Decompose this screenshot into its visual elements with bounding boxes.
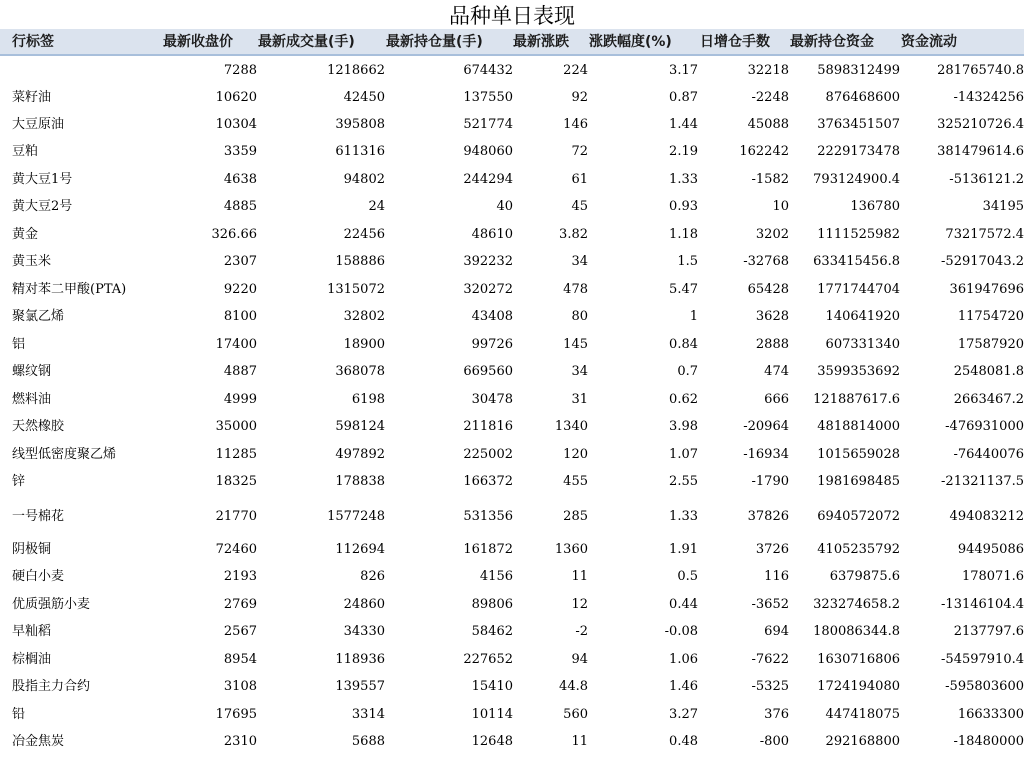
cell-change-pct: 1.33 [669, 172, 698, 187]
cell-oi-capital: 292168800 [825, 734, 900, 749]
cell-daily-oi-change: 65428 [747, 282, 789, 297]
cell-product: 黄大豆2号 [12, 199, 73, 214]
cell-close-price: 4887 [223, 364, 257, 379]
cell-product: 股指主力合约 [12, 679, 91, 694]
cell-capital-flow: 94495086 [957, 542, 1024, 557]
cell-oi-capital: 323274658.2 [813, 597, 900, 612]
table-row [0, 248, 1024, 275]
cell-oi-capital: 1724194080 [817, 679, 900, 694]
cell-product: 一号棉花 [12, 509, 65, 524]
cell-close-price: 2769 [223, 597, 257, 612]
cell-change-pct: 0.62 [669, 392, 698, 407]
table-row [0, 193, 1024, 220]
header-daily-oi-change: 日增仓手数 [700, 34, 770, 50]
cell-close-price: 18325 [215, 474, 257, 489]
cell-oi-capital: 793124900.4 [813, 172, 900, 187]
cell-product: 燃料油 [12, 392, 52, 407]
cell-daily-oi-change: 474 [764, 364, 789, 379]
cell-daily-oi-change: -5325 [751, 679, 789, 694]
cell-daily-oi-change: 3628 [755, 309, 789, 324]
cell-change-pct: 1 [689, 309, 698, 324]
cell-daily-oi-change: 45088 [747, 117, 789, 132]
cell-product: 优质强筋小麦 [12, 597, 91, 612]
cell-capital-flow: 73217572.4 [945, 227, 1024, 242]
cell-product: 豆粕 [12, 144, 39, 159]
cell-product: 冶金焦炭 [12, 734, 65, 749]
cell-change: 1340 [554, 419, 588, 434]
header-change: 最新涨跌 [513, 34, 569, 50]
cell-volume: 497892 [335, 447, 385, 462]
cell-oi-capital: 3599353692 [817, 364, 900, 379]
cell-product: 天然橡胶 [12, 419, 65, 434]
cell-product: 螺纹钢 [12, 364, 52, 379]
table-row [0, 57, 1024, 84]
cell-daily-oi-change: 10 [772, 199, 789, 214]
table-row [0, 413, 1024, 440]
cell-volume: 24 [368, 199, 385, 214]
cell-capital-flow: 17587920 [957, 337, 1024, 352]
cell-oi-capital: 6379875.6 [829, 569, 900, 584]
cell-oi-capital: 1981698485 [817, 474, 900, 489]
cell-change-pct: 2.19 [669, 144, 698, 159]
table-row [0, 358, 1024, 385]
cell-product: 黄玉米 [12, 254, 52, 269]
cell-change: 12 [571, 597, 588, 612]
cell-volume: 118936 [335, 652, 385, 667]
cell-change: 34 [571, 364, 588, 379]
table-row [0, 468, 1024, 495]
cell-change: 92 [571, 90, 588, 105]
table-row [0, 503, 1024, 530]
cell-product: 硬白小麦 [12, 569, 65, 584]
cell-volume: 1577248 [327, 509, 385, 524]
cell-close-price: 2310 [223, 734, 257, 749]
cell-change: 3.82 [559, 227, 588, 242]
cell-product: 大豆原油 [12, 117, 65, 132]
cell-open-interest: 244294 [463, 172, 513, 187]
cell-change-pct: 3.98 [669, 419, 698, 434]
cell-close-price: 4999 [223, 392, 257, 407]
cell-daily-oi-change: 116 [764, 569, 789, 584]
cell-close-price: 2307 [223, 254, 257, 269]
cell-capital-flow: 281765740.8 [937, 63, 1024, 78]
cell-oi-capital: 447418075 [825, 707, 900, 722]
cell-oi-capital: 2229173478 [817, 144, 900, 159]
cell-daily-oi-change: 376 [764, 707, 789, 722]
cell-close-price: 11285 [215, 447, 257, 462]
cell-daily-oi-change: -32768 [743, 254, 789, 269]
cell-change: 478 [563, 282, 588, 297]
cell-change-pct: 0.5 [677, 569, 698, 584]
cell-capital-flow: 494083212 [949, 509, 1024, 524]
cell-product: 黄金 [12, 227, 39, 242]
cell-volume: 395808 [335, 117, 385, 132]
cell-change: 224 [563, 63, 588, 78]
cell-close-price: 3359 [223, 144, 257, 159]
cell-open-interest: 211816 [463, 419, 513, 434]
cell-change-pct: 5.47 [669, 282, 698, 297]
cell-volume: 6198 [351, 392, 385, 407]
cell-open-interest: 4156 [479, 569, 513, 584]
cell-product: 黄大豆1号 [12, 172, 73, 187]
cell-capital-flow: 178071.6 [961, 569, 1024, 584]
cell-change: 94 [571, 652, 588, 667]
cell-change: 34 [571, 254, 588, 269]
cell-change-pct: 0.87 [669, 90, 698, 105]
cell-close-price: 2193 [223, 569, 257, 584]
cell-close-price: 10304 [215, 117, 257, 132]
cell-close-price: 8954 [223, 652, 257, 667]
cell-open-interest: 521774 [463, 117, 513, 132]
cell-change: 120 [563, 447, 588, 462]
header-change-pct: 涨跌幅度(%) [589, 34, 672, 50]
cell-product: 阴极铜 [12, 542, 52, 557]
cell-open-interest: 10114 [471, 707, 513, 722]
table-row [0, 536, 1024, 563]
cell-open-interest: 166372 [463, 474, 513, 489]
header-row-label: 行标签 [12, 34, 54, 50]
cell-volume: 42450 [343, 90, 385, 105]
cell-capital-flow: -14324256 [953, 90, 1024, 105]
table-row [0, 646, 1024, 673]
cell-volume: 178838 [335, 474, 385, 489]
cell-product: 早籼稻 [12, 624, 52, 639]
cell-oi-capital: 4105235792 [817, 542, 900, 557]
cell-capital-flow: 325210726.4 [937, 117, 1024, 132]
cell-close-price: 21770 [215, 509, 257, 524]
cell-open-interest: 15410 [471, 679, 513, 694]
cell-oi-capital: 633415456.8 [813, 254, 900, 269]
cell-capital-flow: 2663467.2 [953, 392, 1024, 407]
cell-daily-oi-change: 694 [764, 624, 789, 639]
table-row [0, 618, 1024, 645]
cell-change-pct: 1.07 [669, 447, 698, 462]
cell-open-interest: 43408 [471, 309, 513, 324]
cell-daily-oi-change: 162242 [739, 144, 789, 159]
cell-change: 145 [563, 337, 588, 352]
cell-capital-flow: -18480000 [953, 734, 1024, 749]
cell-oi-capital: 1771744704 [817, 282, 900, 297]
cell-close-price: 10620 [215, 90, 257, 105]
cell-change-pct: 1.5 [677, 254, 698, 269]
cell-oi-capital: 180086344.8 [813, 624, 900, 639]
cell-daily-oi-change: -1790 [751, 474, 789, 489]
table-row [0, 673, 1024, 700]
cell-close-price: 17400 [215, 337, 257, 352]
cell-capital-flow: -76440076 [953, 447, 1024, 462]
cell-change-pct: 1.06 [669, 652, 698, 667]
cell-close-price: 3108 [223, 679, 257, 694]
cell-oi-capital: 3763451507 [817, 117, 900, 132]
cell-change-pct: 1.44 [669, 117, 698, 132]
cell-daily-oi-change: 3202 [755, 227, 789, 242]
cell-volume: 112694 [335, 542, 385, 557]
cell-volume: 24860 [343, 597, 385, 612]
cell-capital-flow: -476931000 [945, 419, 1024, 434]
table-row [0, 303, 1024, 330]
table-row [0, 441, 1024, 468]
cell-open-interest: 137550 [463, 90, 513, 105]
cell-open-interest: 674432 [463, 63, 513, 78]
cell-volume: 34330 [343, 624, 385, 639]
cell-daily-oi-change: 3726 [755, 542, 789, 557]
cell-change: 11 [571, 569, 588, 584]
cell-capital-flow: 361947696 [949, 282, 1024, 297]
cell-capital-flow: 34195 [982, 199, 1024, 214]
cell-daily-oi-change: -800 [759, 734, 789, 749]
cell-product: 棕榈油 [12, 652, 52, 667]
cell-product: 精对苯二甲酸(PTA) [12, 282, 127, 297]
cell-change: 61 [571, 172, 588, 187]
table-header [0, 29, 1024, 56]
cell-volume: 139557 [335, 679, 385, 694]
cell-change: 146 [563, 117, 588, 132]
cell-close-price: 7288 [223, 63, 257, 78]
cell-change-pct: 1.91 [669, 542, 698, 557]
cell-change: 44.8 [559, 679, 588, 694]
cell-volume: 611316 [335, 144, 385, 159]
cell-oi-capital: 6940572072 [817, 509, 900, 524]
cell-change-pct: 0.84 [669, 337, 698, 352]
cell-change: -2 [575, 624, 588, 639]
cell-close-price: 4638 [223, 172, 257, 187]
table-row [0, 276, 1024, 303]
cell-open-interest: 30478 [471, 392, 513, 407]
cell-oi-capital: 607331340 [825, 337, 900, 352]
cell-change: 11 [571, 734, 588, 749]
table-row [0, 701, 1024, 728]
cell-product: 锌 [12, 474, 26, 489]
cell-daily-oi-change: 32218 [747, 63, 789, 78]
cell-capital-flow: -595803600 [945, 679, 1024, 694]
header-close-price: 最新收盘价 [163, 34, 233, 50]
cell-open-interest: 161872 [463, 542, 513, 557]
cell-daily-oi-change: -3652 [751, 597, 789, 612]
cell-daily-oi-change: -2248 [751, 90, 789, 105]
header-capital-flow: 资金流动 [901, 34, 957, 50]
cell-daily-oi-change: -20964 [743, 419, 789, 434]
cell-product: 铝 [12, 337, 26, 352]
cell-change-pct: 0.44 [669, 597, 698, 612]
cell-change: 31 [571, 392, 588, 407]
header-volume: 最新成交量(手) [258, 34, 355, 50]
table-row [0, 331, 1024, 358]
table-row [0, 84, 1024, 111]
table-row [0, 386, 1024, 413]
cell-change-pct: 0.93 [669, 199, 698, 214]
cell-oi-capital: 1630716806 [817, 652, 900, 667]
cell-close-price: 17695 [215, 707, 257, 722]
cell-open-interest: 227652 [463, 652, 513, 667]
cell-product: 线型低密度聚乙烯 [12, 447, 117, 462]
cell-daily-oi-change: 37826 [747, 509, 789, 524]
table-row [0, 111, 1024, 138]
cell-oi-capital: 140641920 [825, 309, 900, 324]
cell-change-pct: 2.55 [669, 474, 698, 489]
cell-daily-oi-change: -7622 [751, 652, 789, 667]
cell-close-price: 72460 [215, 542, 257, 557]
cell-daily-oi-change: 666 [764, 392, 789, 407]
cell-close-price: 4885 [223, 199, 257, 214]
cell-change-pct: 1.33 [669, 509, 698, 524]
cell-product: 菜籽油 [12, 90, 52, 105]
cell-oi-capital: 5898312499 [817, 63, 900, 78]
cell-open-interest: 225002 [463, 447, 513, 462]
table-row [0, 591, 1024, 618]
cell-open-interest: 12648 [471, 734, 513, 749]
cell-change: 560 [563, 707, 588, 722]
cell-capital-flow: -13146104.4 [941, 597, 1024, 612]
cell-close-price: 326.66 [211, 227, 257, 242]
cell-capital-flow: -21321137.5 [941, 474, 1024, 489]
table-row [0, 166, 1024, 193]
cell-volume: 94802 [343, 172, 385, 187]
cell-change-pct: 3.17 [669, 63, 698, 78]
table-row [0, 138, 1024, 165]
cell-open-interest: 99726 [471, 337, 513, 352]
cell-daily-oi-change: -1582 [751, 172, 789, 187]
table-row [0, 563, 1024, 590]
cell-product [12, 57, 157, 84]
cell-change-pct: 1.46 [669, 679, 698, 694]
cell-volume: 32802 [343, 309, 385, 324]
cell-product: 铅 [12, 707, 26, 722]
cell-volume: 18900 [343, 337, 385, 352]
cell-oi-capital: 1111525982 [817, 227, 900, 242]
cell-capital-flow: 2548081.8 [953, 364, 1024, 379]
cell-change: 285 [563, 509, 588, 524]
cell-capital-flow: -52917043.2 [941, 254, 1024, 269]
cell-change-pct: 3.27 [669, 707, 698, 722]
header-oi-capital: 最新持仓资金 [790, 34, 874, 50]
cell-daily-oi-change: 2888 [755, 337, 789, 352]
cell-volume: 826 [360, 569, 385, 584]
cell-open-interest: 89806 [471, 597, 513, 612]
header-open-interest: 最新持仓量(手) [386, 34, 483, 50]
cell-capital-flow: 381479614.6 [937, 144, 1024, 159]
cell-change: 72 [571, 144, 588, 159]
cell-change-pct: 0.48 [669, 734, 698, 749]
cell-volume: 368078 [335, 364, 385, 379]
cell-close-price: 9220 [223, 282, 257, 297]
cell-open-interest: 948060 [463, 144, 513, 159]
cell-volume: 158886 [335, 254, 385, 269]
cell-change: 45 [571, 199, 588, 214]
cell-capital-flow: -54597910.4 [941, 652, 1024, 667]
cell-change: 1360 [554, 542, 588, 557]
cell-daily-oi-change: -16934 [743, 447, 789, 462]
cell-close-price: 35000 [215, 419, 257, 434]
cell-open-interest: 392232 [463, 254, 513, 269]
page-title: 品种单日表现 [449, 4, 575, 28]
cell-volume: 1218662 [327, 63, 385, 78]
cell-oi-capital: 121887617.6 [813, 392, 900, 407]
cell-open-interest: 669560 [463, 364, 513, 379]
cell-capital-flow: -5136121.2 [949, 172, 1024, 187]
cell-oi-capital: 876468600 [825, 90, 900, 105]
cell-close-price: 2567 [223, 624, 257, 639]
cell-open-interest: 40 [496, 199, 513, 214]
cell-volume: 1315072 [327, 282, 385, 297]
table-row [0, 728, 1024, 755]
cell-oi-capital: 4818814000 [817, 419, 900, 434]
cell-close-price: 8100 [223, 309, 257, 324]
cell-volume: 3314 [351, 707, 385, 722]
cell-open-interest: 320272 [463, 282, 513, 297]
cell-oi-capital: 136780 [850, 199, 900, 214]
cell-change-pct: 1.18 [669, 227, 698, 242]
cell-change: 80 [571, 309, 588, 324]
cell-volume: 598124 [335, 419, 385, 434]
cell-volume: 22456 [343, 227, 385, 242]
cell-product: 聚氯乙烯 [12, 309, 65, 324]
cell-change-pct: -0.08 [664, 624, 698, 639]
cell-open-interest: 531356 [463, 509, 513, 524]
cell-volume: 5688 [351, 734, 385, 749]
cell-change-pct: 0.7 [677, 364, 698, 379]
cell-capital-flow: 16633300 [957, 707, 1024, 722]
cell-capital-flow: 11754720 [957, 309, 1024, 324]
cell-open-interest: 48610 [471, 227, 513, 242]
cell-open-interest: 58462 [471, 624, 513, 639]
cell-change: 455 [563, 474, 588, 489]
cell-oi-capital: 1015659028 [817, 447, 900, 462]
table-row [0, 221, 1024, 248]
cell-capital-flow: 2137797.6 [953, 624, 1024, 639]
